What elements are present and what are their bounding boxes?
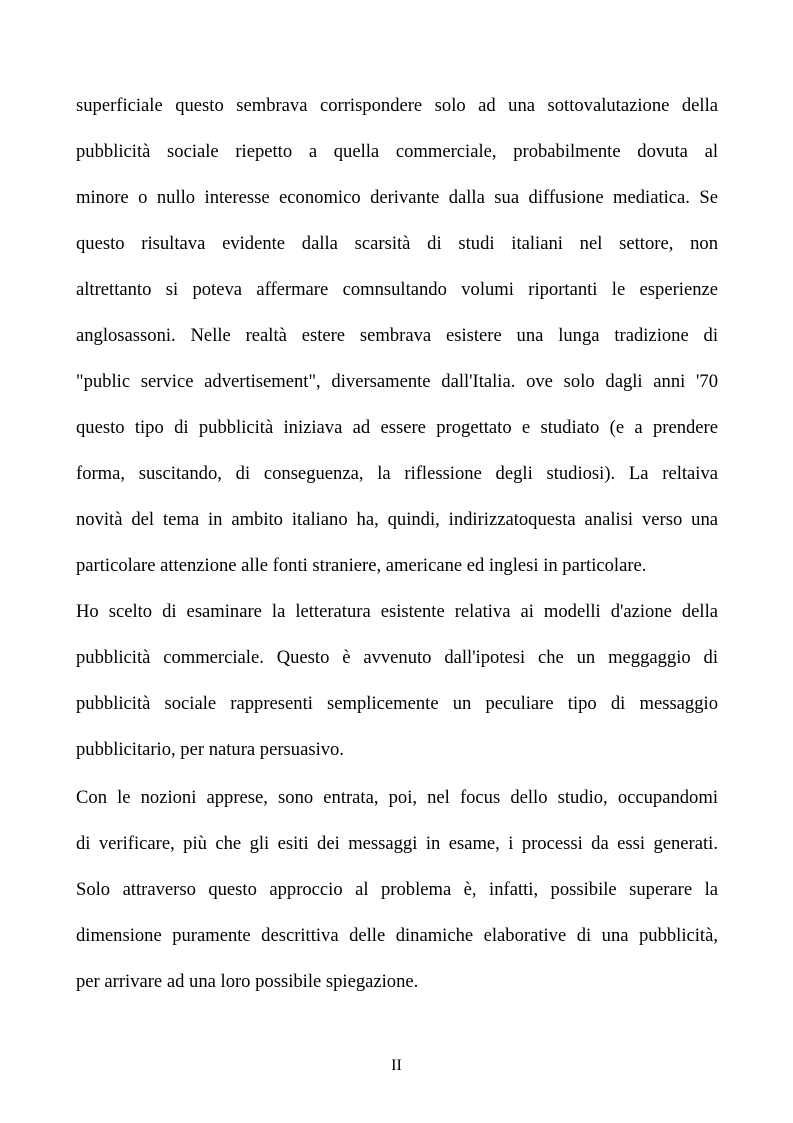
- text-line: "public service advertisement", diversamente dall'Italia. ove solo dagli anni '70: [76, 371, 718, 392]
- page-number: II: [391, 1057, 402, 1074]
- text-line: Con le nozioni apprese, sono entrata, poi, nel focus dello studio, occupandomi: [76, 787, 718, 808]
- text-line: Solo attraverso questo approccio al problema è, infatti, possibile superare la: [76, 879, 718, 900]
- text-line: per arrivare ad una loro possibile spiegazione.: [76, 971, 419, 992]
- text-line: Ho scelto di esaminare la letteratura esistente relativa ai modelli d'azione della: [76, 601, 718, 622]
- text-line: minore o nullo interesse economico derivante dalla sua diffusione mediatica. Se: [76, 187, 718, 208]
- text-line: particolare attenzione alle fonti straniere, americane ed inglesi in particolare.: [76, 555, 647, 576]
- text-line: questo tipo di pubblicità iniziava ad essere progettato e studiato (e a prendere: [76, 417, 718, 438]
- text-line: dimensione puramente descrittiva delle dinamiche elaborative di una pubblicità,: [76, 925, 718, 946]
- text-line: superficiale questo sembrava corrispondere solo ad una sottovalutazione della: [76, 95, 718, 116]
- text-line: pubblicità sociale rappresenti semplicemente un peculiare tipo di messaggio: [76, 693, 718, 714]
- text-line: pubblicità sociale riepetto a quella commerciale, probabilmente dovuta al: [76, 141, 718, 162]
- text-line: novità del tema in ambito italiano ha, quindi, indirizzatoquesta analisi verso una: [76, 509, 718, 530]
- text-line: pubblicità commerciale. Questo è avvenuto dall'ipotesi che un meggaggio di: [76, 647, 718, 668]
- text-line: altrettanto si poteva affermare comnsultando volumi riportanti le esperienze: [76, 279, 718, 300]
- text-line: pubblicitario, per natura persuasivo.: [76, 739, 344, 760]
- text-line: questo risultava evidente dalla scarsità di studi italiani nel settore, non: [76, 233, 718, 254]
- text-line: di verificare, più che gli esiti dei messaggi in esame, i processi da essi generati.: [76, 833, 718, 854]
- text-line: anglosassoni. Nelle realtà estere sembrava esistere una lunga tradizione di: [76, 325, 718, 346]
- text-line: forma, suscitando, di conseguenza, la riflessione degli studiosi). La reltaiva: [76, 463, 718, 484]
